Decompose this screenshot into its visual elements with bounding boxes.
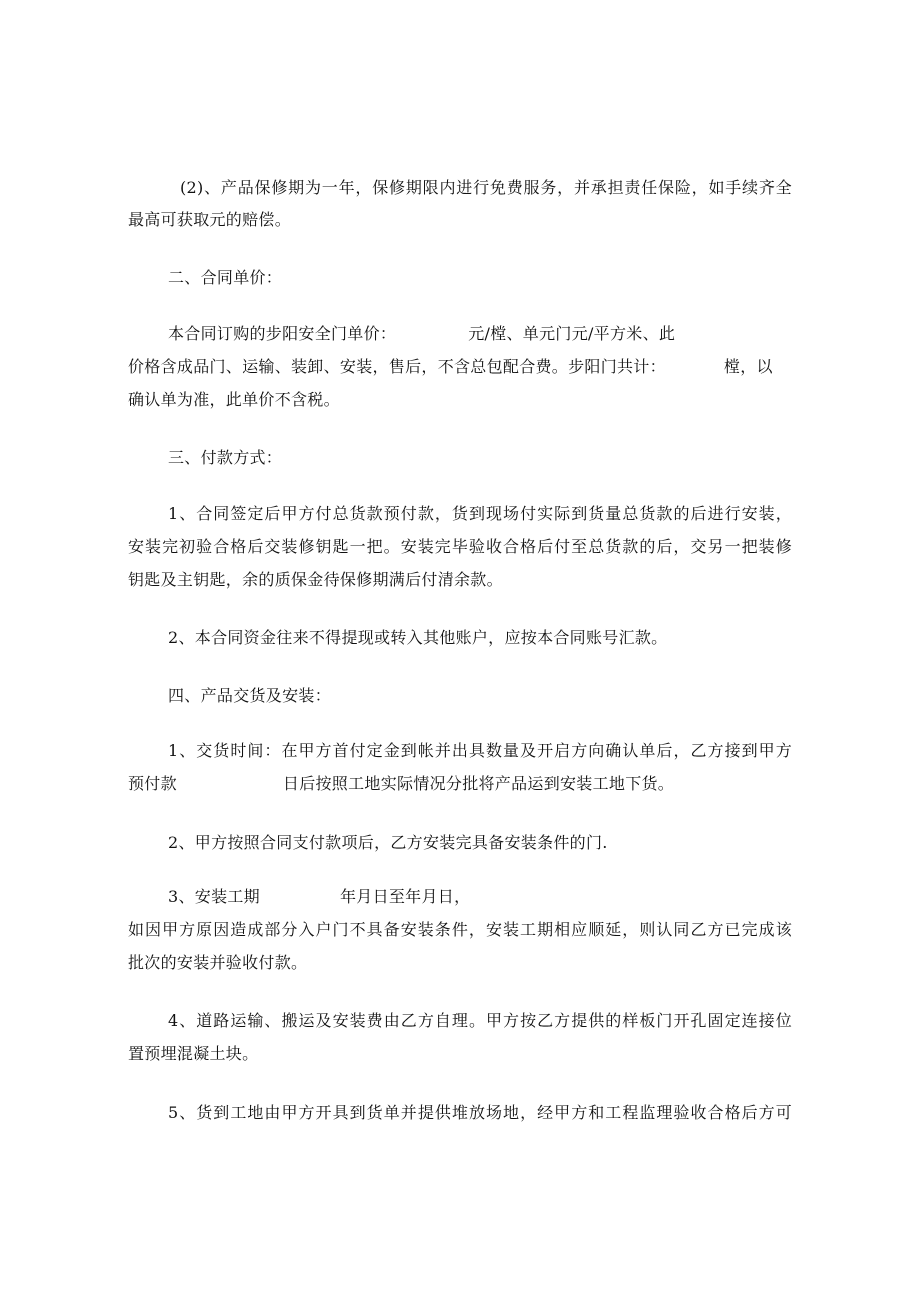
section-3-heading: 三、付款方式：	[168, 448, 283, 467]
delivery-item-3-line-2: 如因甲方原因造成部分入户门不具备安装条件，安装工期相应顺延，则认同乙方已完成该	[128, 920, 792, 939]
delivery-item-3-line-3: 批次的安装并验收付款。	[128, 953, 308, 972]
section-2-line-2	[128, 357, 773, 377]
door-count-text: 樘，以	[723, 357, 773, 376]
delivery-days-text: 日后按照工地实际情况分批将产品运到安装工地下货。	[282, 774, 675, 793]
warranty-line-2: 最高可获取元的赔偿。	[128, 210, 292, 229]
payment-item-1-line-2: 安装完初验合格后交装修钥匙一把。安装完毕验收合格后付至总货款的后，交另一把装修	[128, 537, 792, 556]
delivery-item-4-line-2: 置预埋混凝土块。	[128, 1044, 259, 1063]
section-2-heading: 二、合同单价：	[168, 268, 283, 287]
delivery-item-3-line-1	[168, 887, 470, 907]
section-2-line-3: 确认单为准，此单价不含税。	[128, 390, 340, 409]
unit-price-label: 本合同订购的步阳安全门单价：	[168, 324, 397, 343]
payment-item-1-line-1: 1、合同签定后甲方付总货款预付款，货到现场付实际到货量总货款的后进行安装，	[168, 504, 792, 523]
delivery-item-2: 2、甲方按照合同支付款项后，乙方安装完具备安装条件的门.	[168, 833, 608, 852]
unit-price-text: 元/樘、单元门元/平方米、此	[468, 324, 676, 343]
section-4-heading: 四、产品交货及安装：	[168, 686, 332, 705]
section-2-line-1	[168, 324, 675, 344]
install-period-label: 3、安装工期	[168, 887, 260, 906]
warranty-line-1: (2)、产品保修期为一年，保修期限内进行免费服务，并承担责任保险，如手续齐全	[180, 178, 792, 197]
delivery-item-5-line-1: 5、货到工地由甲方开具到货单并提供堆放场地，经甲方和工程监理验收合格后方可	[168, 1103, 792, 1122]
install-period-dates: 年月日至年月日，	[339, 887, 471, 906]
price-includes-text: 价格含成品门、运输、装卸、安装，售后，不含总包配合费。步阳门共计：	[128, 357, 666, 376]
delivery-item-1-line-1: 1、交货时间：在甲方首付定金到帐并出具数量及开启方向确认单后，乙方接到甲方	[168, 741, 792, 760]
prepayment-label: 预付款	[128, 774, 177, 793]
payment-item-2: 2、本合同资金往来不得提现或转入其他账户，应按本合同账号汇款。	[168, 628, 668, 647]
payment-item-1-line-3: 钥匙及主钥匙，余的质保金待保修期满后付清余款。	[128, 570, 503, 589]
delivery-item-1-line-2	[128, 774, 674, 794]
delivery-item-4-line-1: 4、道路运输、搬运及安装费由乙方自理。甲方按乙方提供的样板门开孔固定连接位	[168, 1011, 792, 1030]
